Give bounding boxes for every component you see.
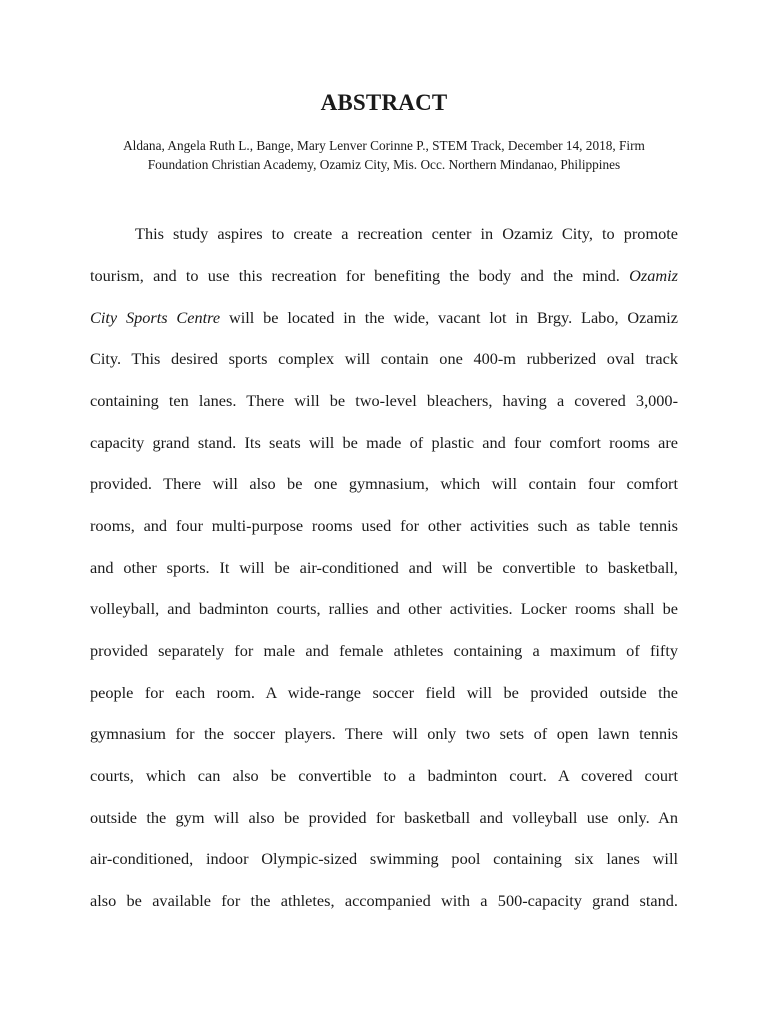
body-line-9: and other sports. It will be air-conditioned and will be convertible to basketball, (90, 558, 678, 577)
body-line-3 (90, 306, 678, 330)
body-line-13: gymnasium for the soccer players. There will only two sets of open lawn tennis (90, 724, 678, 743)
body-line-12: people for each room. A wide-range soccer field will be provided outside the (90, 683, 678, 702)
body-line-8: rooms, and four multi-purpose rooms used for other activities such as table tennis (90, 516, 678, 535)
body-line-7: provided. There will also be one gymnasium, which will contain four comfort (90, 474, 678, 493)
body-line-10: volleyball, and badminton courts, rallies and other activities. Locker rooms shall be (90, 599, 678, 618)
page-title: ABSTRACT (320, 90, 448, 115)
body-line-4: City. This desired sports complex will contain one 400-m rubberized oval track (90, 349, 678, 368)
body-line-5: containing ten lanes. There will be two-level bleachers, having a covered 3,000- (90, 391, 678, 410)
venue-name-italic: Ozamiz (629, 266, 678, 285)
body-line-11: provided separately for male and female athletes containing a maximum of fifty (90, 641, 678, 660)
venue-name-italic: City Sports Centre (90, 308, 221, 327)
author-byline (100, 136, 668, 174)
body-line-16: air-conditioned, indoor Olympic-sized swimming pool containing six lanes will (90, 849, 678, 868)
body-text: will be located in the wide, vacant lot in Brgy. Labo, Ozamiz (220, 308, 678, 327)
byline-line-2: Foundation Christian Academy, Ozamiz City, Mis. Occ. Northern Mindanao, Philippines (147, 157, 621, 172)
body-line-1: This study aspires to create a recreation center in Ozamiz City, to promote (135, 224, 678, 243)
body-line-17: also be available for the athletes, accompanied with a 500-capacity grand stand. (90, 891, 678, 910)
body-line-15: outside the gym will also be provided for basketball and volleyball use only. An (90, 808, 678, 827)
byline-line-1: Aldana, Angela Ruth L., Bange, Mary Lenver Corinne P., STEM Track, December 14, 2018, Firm (123, 138, 645, 153)
body-line-6: capacity grand stand. Its seats will be made of plastic and four comfort rooms are (90, 433, 678, 452)
body-text: tourism, and to use this recreation for benefiting the body and the mind. (90, 266, 630, 285)
body-line-14: courts, which can also be convertible to a badminton court. A covered court (90, 766, 678, 785)
body-line-2 (90, 264, 678, 288)
